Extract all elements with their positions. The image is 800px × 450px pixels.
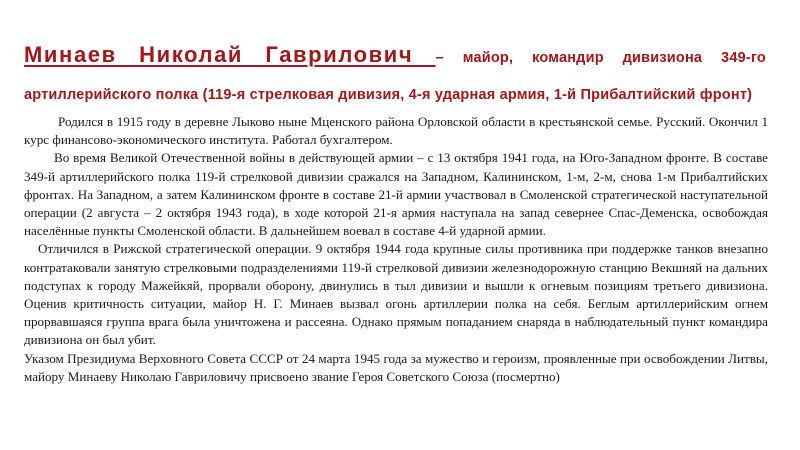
paragraph-award: Указом Президиума Верховного Совета СССР от 24 марта 1945 года за мужество и героизм, проявленные при освобождении Литвы, майору Минаеву Николаю Гавриловичу присвоено звание Героя Советского Союза (посмертно): [24, 350, 768, 384]
paragraph-birth: Родился в 1915 году в деревне Лыково ныне Мценского района Орловской области в крестьянской семье. Русский. Окончил 1 курс финансово-экономического института. Работал бухгалтером.: [24, 114, 768, 148]
paragraph-feat: Отличился в Рижской стратегической операции. 9 октября 1944 года крупные силы противника при поддержке танков внезапно контратаковали занятую стрелковыми подразделениями 119-й стрелковой дивизии железнодорожную станцию Векшняй на дальних подступах к городу Мажейкяй, прорвали оборону, двинулись в тыл дивизии и вышли к огневым позициям третьего дивизиона. Оценив критичность ситуации, майор Н. Г. Минаев вызвал огонь артиллерии полка на себя. Беглым артиллерийским огнем прорвавшаяся группа врага была уничтожена и рассеяна. Однако прямым попаданием снаряда в наблюдательный пункт командира дивизиона он был убит.: [24, 241, 768, 348]
page-title: [24, 33, 766, 107]
title-dash: –: [435, 50, 463, 66]
paragraph-war: Во время Великой Отечественной войны в действующей армии – с 13 октября 1941 года, на Юго-Западном фронте. В составе 349-й артиллерийского полка 119-й стрелковой дивизии сражался на Западном, Калининском, 1-м, 2-м, снова 1-м Прибалтийских фронтах. На Западном, а затем Калининском фронте в составе 21-й армии участвовал в Смоленской стратегической наступательной операции (2 августа – 2 октября 1943 года), в ходе которой 21-я армия наступала на запад севернее Спас-Деменска, освобождая населённые пункты Смоленской области. В дальнейшем воевал в составе 4-й ударной армии.: [24, 150, 768, 239]
biography-text: [24, 113, 768, 386]
hero-name: Минаев Николай Гаврилович: [24, 42, 436, 67]
hero-subtitle: майор, командир дивизиона 349-го артиллерийского полка (119-я стрелковая дивизия, 4-я ударная армия, 1-й Прибалтийский фронт): [24, 50, 766, 103]
